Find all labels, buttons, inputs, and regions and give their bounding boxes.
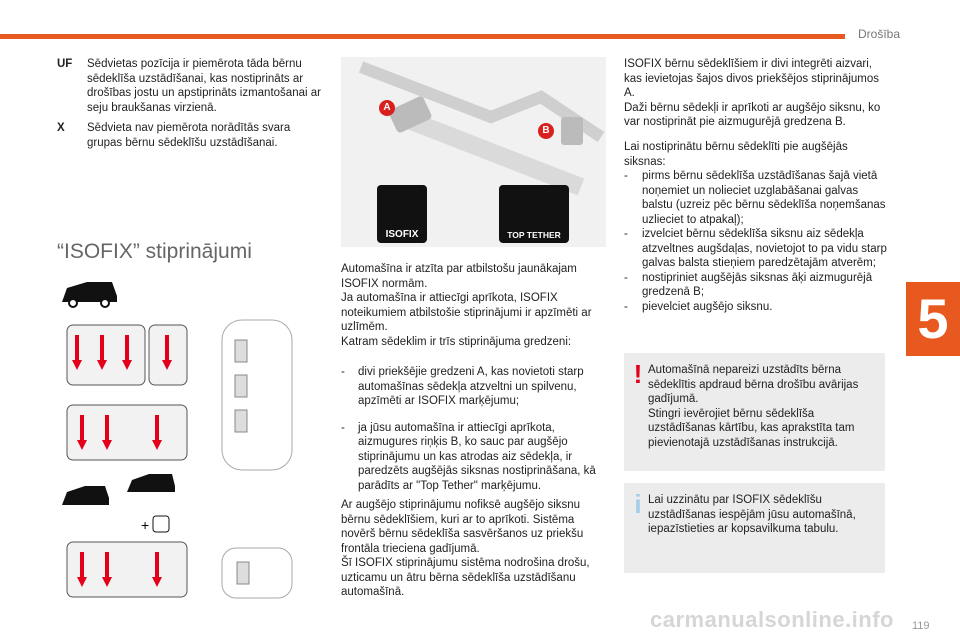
section-name: Drošība [858, 27, 901, 41]
legend-item [57, 57, 325, 115]
van-top-view-icon [222, 320, 292, 470]
seat-row-2 [67, 405, 187, 460]
seat-row-1 [67, 325, 187, 385]
seat-layout-figure [57, 280, 307, 600]
step-item: - izvelciet bērnu sēdeklīša siksnu aiz sēdekļa atzveltnes augšdaļas, novietojot to pa vidu starp galvas balsta stieņiem paredzētajām atverēm; [624, 227, 889, 271]
top-tether-label: TOP TETHER [507, 230, 561, 240]
top-tether-pictogram [499, 185, 569, 243]
info-text: Lai uzzinātu par ISOFIX sēdeklīšu uzstādīšanas iespējām jūsu automašīnā, iepazīstieties ar kopsavilkuma tabulu. [648, 494, 856, 535]
child-plus-icon [141, 516, 169, 533]
step-item: - nostipriniet augšējās siksnas āķi aizmugurējā gredzenā B; [624, 271, 889, 300]
list-item-text: divi priekšējie gredzeni A, kas novietoti starp automašīnas sēdekļa atzveltni un spilvenu, apzīmēti ar ISOFIX marķējumu; [358, 366, 584, 407]
warning-text: Automašīnā nepareizi uzstādīts bērna sēdeklītis apdraud bērna drošību avārijas gadījumā. Stingri ievērojiet bērnu sēdeklīša uzstādīšanas kārtību, kas aprakstīta tam pievienotajā uzstādīšanas instrukcijā. [648, 364, 859, 449]
steps-intro: Lai nostiprinātu bērnu sēdeklīti pie augšējās siksnas: [624, 141, 848, 168]
legend-text: Sēdvieta nav piemērota norādītās svara grupas bērnu sēdeklīšu uzstādīšanai. [87, 122, 291, 149]
legend-item [57, 121, 325, 150]
top-tether-instructions [624, 140, 889, 314]
van-top-view-icon [222, 548, 292, 598]
step-text: pirms bērnu sēdeklīša uzstādīšanas šajā vietā noņemiet un nolieciet uzglabāšanai galvas balstu (uzreiz pēc bērnu sēdeklīša noņemšanas uzlieciet to atpakaļ); [642, 170, 886, 226]
isofix-ring-list [341, 355, 606, 493]
legend-text: Sēdvietas pozīcija ir piemērota tāda bērnu sēdeklīša uzstādīšanai, kas nostiprināts ar drošības jostu un apstiprināts izmantošanai ar seju braukšanas virzienā. [87, 58, 321, 114]
list-item-text: ja jūsu automašīna ir attiecīgi aprīkota, aizmugures riņķis B, ko sauc par augšējo stiprinājumu un kas atrodas aiz sēdekļa, ir paredzēts augšējās siksnas nostiprināšana, kā parādīts ar "Top Tether" marķējumu. [358, 421, 596, 492]
isofix-pictogram [377, 185, 427, 243]
info-box [624, 483, 885, 573]
seat-legend [57, 57, 325, 156]
legend-key: UF [57, 58, 73, 70]
van-silhouette-icon [62, 282, 117, 307]
isofix-intro: Automašīna ir atzīta par atbilstošu jaunākajam ISOFIX normām. Ja automašīna ir attiecīgi aprīkota, ISOFIX noteikumiem atbilstošie stiprinājumi ir apzīmēti ar uzlīmēm. Katram sēdeklim ir trīs stiprinājuma gredzeni: [341, 263, 592, 348]
section-title: “ISOFIX” stiprinājumi [57, 240, 252, 263]
svg-text:+: + [141, 517, 150, 533]
marker-a: A [379, 100, 395, 116]
legend-key: X [57, 122, 65, 134]
seat-layout-diagram [57, 280, 307, 600]
step-item: - pievelciet augšējo siksnu. [624, 300, 773, 313]
step-item: - pirms bērnu sēdeklīša uzstādīšanas šajā vietā noņemiet un nolieciet uzglabāšanai galvas balstu (uzreiz pēc bērnu sēdeklīša noņemšanas uzlieciet to atpakaļ); [624, 169, 889, 227]
van-pair-icon [62, 474, 175, 505]
chapter-tab: 5 [906, 282, 960, 356]
list-item: - divi priekšējie gredzeni A, kas novietoti starp automašīnas sēdekļa atzveltni un spilvenu, apzīmēti ar ISOFIX marķējumu; [341, 365, 606, 409]
isofix-outro: Ar augšējo stiprinājumu nofiksē augšējo siksnu bērnu sēdeklīšiem, kuri ar to aprīkoti. Sistēma novērš bērnu sēdeklīša sasvēršanos uz priekšu frontāla trieciena gadījumā. Šī ISOFIX stiprinājumu sistēma nodrošina drošu, uzticamu un ātru bērna sēdeklīša uzstādīšanu automašīnā. [341, 499, 590, 598]
marker-b: B [538, 123, 554, 139]
isofix-latch-intro: ISOFIX bērnu sēdeklīšiem ir divi integrēti aizvari, kas ievietojas šajos divos priekšējos stiprinājumos A. Daži bērnu sēdekļi ir aprīkoti ar augšējo siksnu, ko var nostiprināt pie aizmugurējā gredzena B. [624, 58, 881, 128]
step-text: nostipriniet augšējās siksnas āķi aizmugurējā gredzenā B; [642, 271, 873, 298]
info-icon: i [634, 489, 642, 519]
seat-row-3 [67, 542, 187, 597]
watermark: carmanualsonline.info [650, 607, 894, 632]
page-number: 119 [912, 620, 930, 632]
isofix-photo [341, 57, 606, 247]
list-item: - ja jūsu automašīna ir attiecīgi aprīkota, aizmugures riņķis B, ko sauc par augšējo stiprinājumu un kas atrodas aiz sēdekļa, ir paredzēts augšējās siksnas nostiprināšana, kā parādīts ar "Top Tether" marķējumu. [341, 421, 606, 494]
step-text: pievelciet augšējo siksnu. [642, 300, 773, 313]
header-accent-bar [0, 34, 845, 39]
step-text: izvelciet bērnu sēdeklīša siksnu aiz sēdekļa atzveltnes augšdaļas, novietojot to pa vidu starp galvas balsta stieņiem paredzētajām atverēm; [642, 228, 887, 269]
warning-box [624, 353, 885, 471]
isofix-label: ISOFIX [385, 229, 419, 240]
warning-icon: ! [633, 359, 643, 389]
